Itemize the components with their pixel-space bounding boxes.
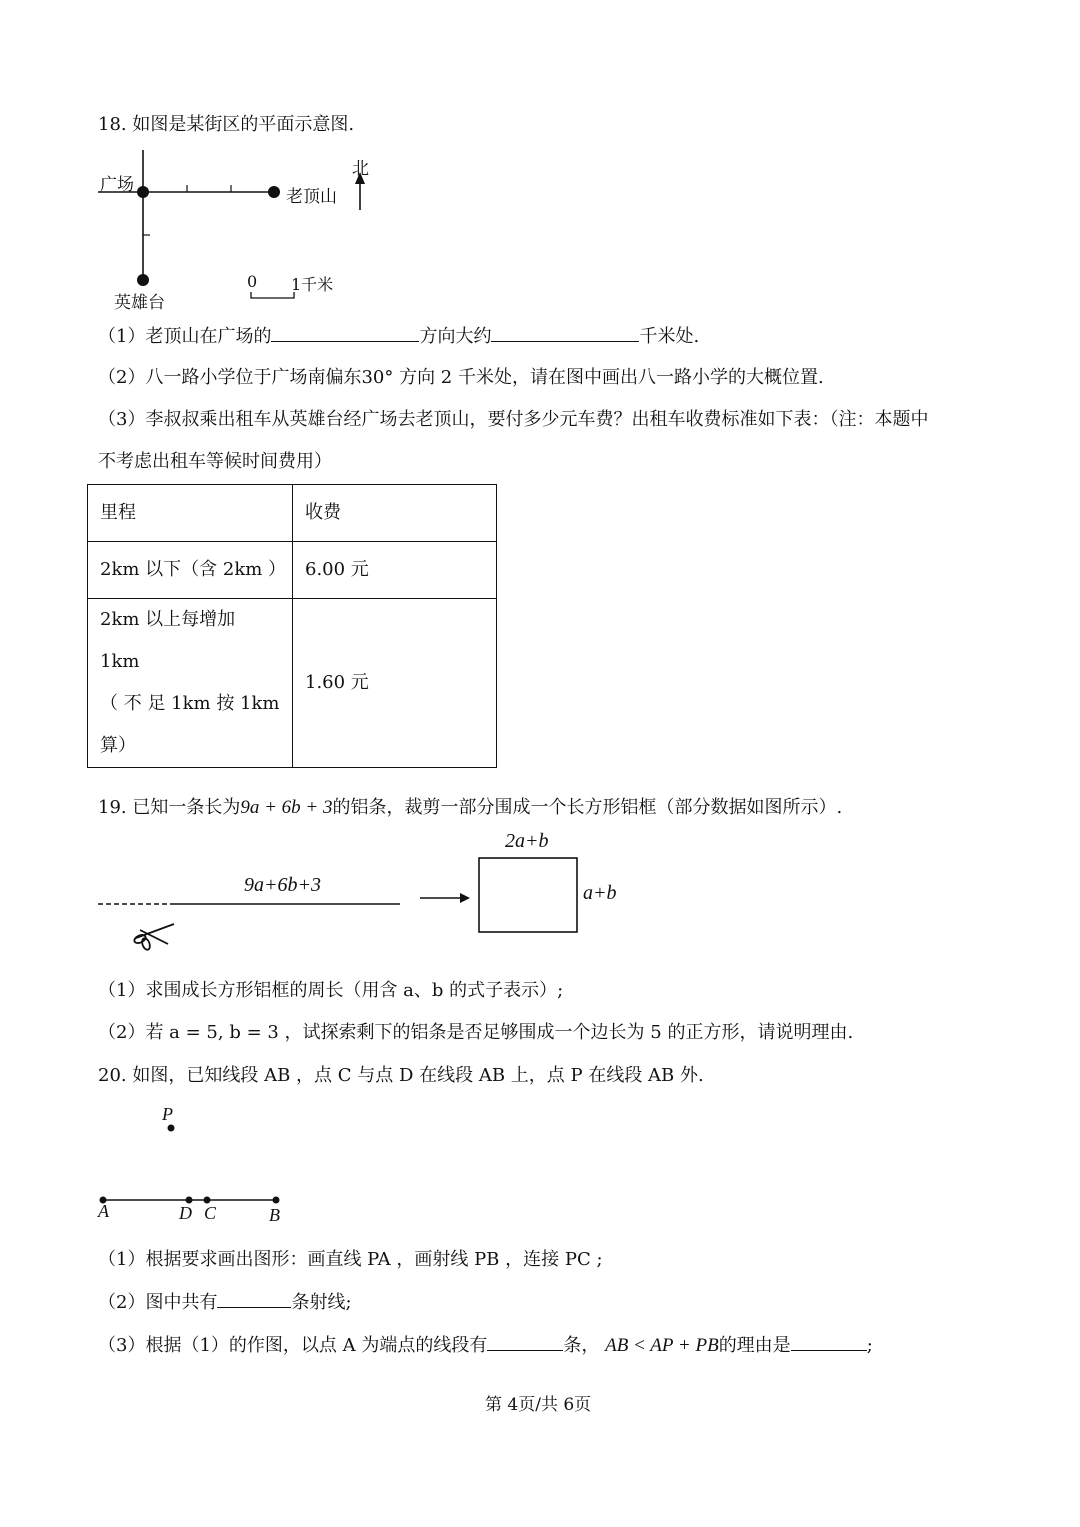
q20-part3-b: 条，	[563, 1335, 600, 1356]
label-d: D	[179, 1203, 192, 1223]
q19-stem-expr: 9a + 6b + 3	[240, 797, 333, 818]
scale-zero: 0	[247, 272, 258, 291]
scale-one-km: 1千米	[291, 275, 334, 294]
answer-blank-rays[interactable]	[217, 1291, 291, 1308]
q18-part1-b: 方向大约	[419, 326, 492, 347]
label-yingxiongtai: 英雄台	[114, 293, 165, 313]
q19-stem-a: 19. 已知一条长为	[98, 797, 241, 818]
label-north: 北	[352, 159, 369, 179]
q20-stem: 20. 如图，已知线段 AB ，点 C 与点 D 在线段 AB 上，点 P 在线段 AB 外.	[98, 1065, 704, 1086]
label-b: B	[269, 1205, 280, 1225]
q20-part2	[98, 1291, 352, 1314]
q20-part2-b: 条射线;	[291, 1292, 352, 1313]
point-b	[273, 1197, 280, 1204]
frame-side-label: a+b	[583, 882, 617, 904]
q20-part3-c: 的理由是	[718, 1335, 791, 1356]
q18-part3-line2: 不考虑出租车等候时间费用）	[98, 451, 332, 472]
row1-fee: 6.00 元	[293, 542, 497, 599]
q18-part1-c: 千米处.	[639, 326, 700, 347]
q18-part1-a: （1）老顶山在广场的	[98, 326, 272, 347]
point-p	[168, 1125, 175, 1132]
row1-distance: 2km 以下（含 2km ）	[88, 542, 293, 599]
q18-part2: （2）八一路小学位于广场南偏东30° 方向 2 千米处，请在图中画出八一路小学的大概位置.	[98, 367, 824, 388]
q18-stem: 18. 如图是某街区的平面示意图.	[98, 114, 355, 135]
label-p: P	[162, 1104, 173, 1124]
q20-part3-inequality: AB < AP + PB	[605, 1335, 719, 1356]
q19-part2: （2）若 a = 5, b = 3 ，试探索剩下的铝条是否足够围成一个边长为 5 的正方形，请说明理由.	[98, 1022, 854, 1043]
q20-part3	[98, 1334, 873, 1357]
label-laodingshan: 老顶山	[286, 187, 337, 207]
q20-part1: （1）根据要求画出图形：画直线 PA ，画射线 PB ，连接 PC ;	[98, 1249, 603, 1270]
q19-stem-b: 的铝条，裁剪一部分围成一个长方形铝框（部分数据如图所示）.	[332, 797, 843, 818]
q20-part2-a: （2）图中共有	[98, 1292, 218, 1313]
q20-part3-d: ;	[866, 1335, 873, 1356]
q19-part1: （1）求围成长方形铝框的周长（用含 a、b 的式子表示）;	[98, 980, 564, 1001]
header-fee: 收费	[293, 485, 497, 542]
answer-blank-segments[interactable]	[487, 1334, 563, 1351]
row2-distance-line2: （ 不 足 1km 按 1km	[100, 693, 280, 714]
row2-distance-line3: 算）	[100, 735, 136, 756]
page-footer: 第 4页/共 6页	[485, 1395, 592, 1415]
label-c: C	[204, 1203, 217, 1223]
answer-blank-reason[interactable]	[791, 1334, 867, 1351]
label-a: A	[98, 1201, 109, 1221]
q20-part3-a: （3）根据（1）的作图，以点 A 为端点的线段有	[98, 1335, 488, 1356]
row2-fee: 1.60 元	[293, 599, 497, 768]
header-distance: 里程	[88, 485, 293, 542]
frame-top-label: 2a+b	[505, 830, 549, 852]
q18-part3-line1: （3）李叔叔乘出租车从英雄台经广场去老顶山，要付多少元车费？出租车收费标准如下表：（注：本题中	[98, 409, 929, 430]
row2-distance-line1: 2km 以上每增加 1km	[100, 609, 236, 672]
strip-length-label: 9a+6b+3	[244, 874, 321, 896]
label-guangchang: 广场	[100, 175, 134, 195]
